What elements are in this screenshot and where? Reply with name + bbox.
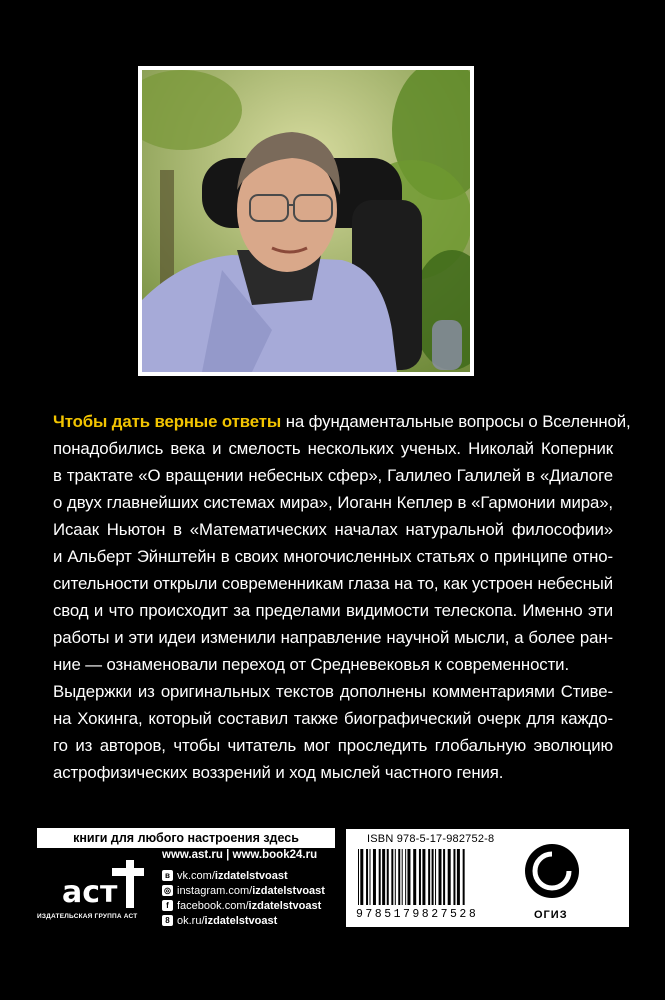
svg-text:аст: аст — [62, 875, 118, 910]
barcode-icon — [356, 849, 516, 907]
facebook-icon: f — [162, 900, 173, 911]
blurb-line: сительности открыли современникам глаза на то, как устроен небесный — [53, 574, 613, 593]
barcode-bar — [366, 849, 368, 905]
barcode-bar — [428, 849, 430, 905]
barcode-bar — [379, 849, 381, 905]
barcode-bar — [370, 849, 371, 905]
blurb-line: астрофизических воззрений и ход мыслей частного гения. — [53, 763, 504, 782]
blurb-lead: Чтобы дать верные ответы — [53, 412, 282, 431]
social-link-facebook[interactable]: f facebook.com/ izdatelstvoast — [162, 898, 325, 913]
blurb-line: на Хокинга, который составил также биографический очерк для каждо- — [53, 709, 613, 728]
barcode-bar — [360, 849, 363, 905]
vk-icon: в — [162, 870, 173, 881]
blurb-line: Исаак Ньютон в «Математических началах натуральной философии» — [53, 520, 613, 539]
ogiz-logo-icon — [522, 837, 582, 905]
social-link-instagram[interactable]: ◎ instagram.com/ izdatelstvoast — [164, 884, 325, 897]
barcode-bar — [373, 849, 376, 905]
publisher-group-label: ИЗДАТЕЛЬСКАЯ ГРУППА АСТ — [37, 913, 138, 920]
barcode-bar — [439, 849, 442, 905]
social-link-vk[interactable]: в vk.com/ izdatelstvoast — [162, 868, 325, 883]
blurb-line: и Альберт Эйнштейн в своих многочисленных статьях о принципе отно- — [53, 547, 613, 566]
ogiz-imprint-label: ОГИЗ — [534, 909, 568, 921]
barcode-bar — [402, 849, 403, 905]
author-photo-frame — [138, 66, 474, 376]
blurb-line: в трактате «О вращении небесных сфер», Галилео Галилей в «Диалоге — [53, 466, 613, 485]
barcode-bar — [382, 849, 385, 905]
blurb-line: о двух главнейших системах мира», Иоганн Кеплер в «Гармонии мира», — [53, 493, 613, 512]
social-links — [162, 868, 325, 928]
publisher-websites[interactable]: www.ast.ru | www.book24.ru — [162, 849, 318, 861]
barcode-bar — [419, 849, 421, 905]
social-link-odnoklassniki[interactable]: 8 ok.ru/ izdatelstvoast — [162, 913, 325, 928]
barcode-bar — [387, 849, 389, 905]
blurb-line-1: Чтобы дать верные ответы на фундаментальные вопросы о Вселенной, — [53, 412, 631, 431]
barcode-bar — [395, 849, 396, 905]
barcode-bar — [422, 849, 425, 905]
isbn-label: ISBN 978-5-17-982752-8 — [367, 833, 495, 845]
barcode-bar — [448, 849, 451, 905]
ean-digits: 9785179827528 — [356, 908, 479, 921]
ast-logo-icon — [52, 858, 152, 914]
barcode-bar — [435, 849, 436, 905]
barcode-panel — [346, 829, 629, 927]
instagram-icon: ◎ — [162, 885, 173, 896]
blurb-line: го из авторов, чтобы читатель мог проследить глобальную эволюцию — [53, 736, 613, 755]
barcode-bar — [457, 849, 460, 905]
barcode-bar — [398, 849, 400, 905]
barcode-bar — [432, 849, 434, 905]
barcode-bar — [391, 849, 393, 905]
book-blurb — [53, 408, 631, 786]
barcode-bar — [413, 849, 416, 905]
barcode-bar — [463, 849, 465, 905]
barcode-bar — [405, 849, 406, 905]
blurb-line: Выдержки из оригинальных текстов дополнены комментариями Стиве- — [53, 682, 613, 701]
barcode-bar — [358, 849, 359, 905]
author-photo-illustration — [142, 70, 470, 372]
blurb-line: свод и что происходит за пределами видимости телескопа. Именно эти — [53, 601, 613, 620]
barcode-bar — [443, 849, 445, 905]
odnoklassniki-icon: 8 — [162, 915, 173, 926]
blurb-line: понадобились века и смелость нескольких ученых. Николай Коперник — [53, 439, 613, 458]
blurb-line: работы и эти идеи изменили направление научной мысли, а более ран- — [53, 628, 613, 647]
author-photo — [142, 70, 470, 372]
slogan-bar: книги для любого настроения здесь — [37, 828, 335, 848]
barcode-bar — [407, 849, 410, 905]
barcode-bar — [453, 849, 455, 905]
blurb-line: ние — ознаменовали переход от Средневековья к современности. — [53, 655, 570, 674]
